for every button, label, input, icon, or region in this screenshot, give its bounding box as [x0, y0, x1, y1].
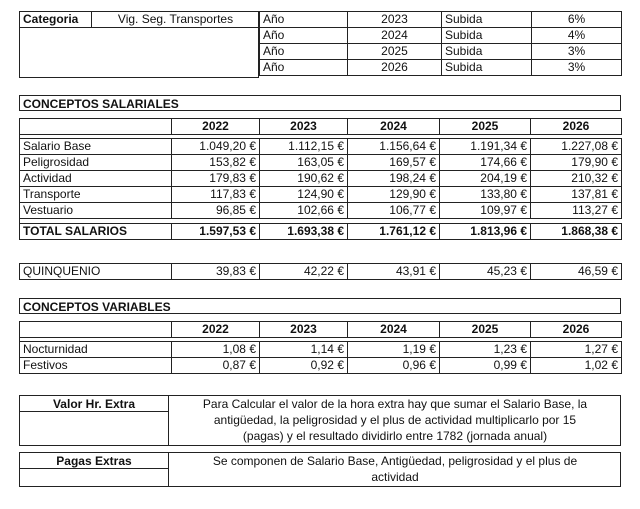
- cell-value: 117,83 €: [172, 187, 260, 203]
- extra-pay-line: actividad: [371, 470, 419, 484]
- extra-pay-text: [169, 453, 621, 485]
- cell-value: 124,90 €: [260, 187, 348, 203]
- cell-value: 1,14 €: [260, 342, 348, 358]
- cell-value: 1,27 €: [531, 342, 622, 358]
- table-row: [20, 187, 622, 203]
- raise-label: Subida: [442, 28, 532, 44]
- cell-value: 39,83 €: [172, 264, 260, 280]
- category-label: Categoria: [20, 12, 92, 28]
- cell-value: 0,92 €: [260, 358, 348, 374]
- raise-pct: 3%: [532, 44, 622, 60]
- salary-year-row: [20, 119, 622, 135]
- category-value: Vig. Seg. Transportes: [92, 12, 260, 28]
- raise-label: Subida: [442, 60, 532, 76]
- year-header: 2022: [172, 322, 260, 338]
- quinquenio-table: [19, 263, 622, 280]
- table-row: [20, 139, 622, 155]
- cell-value: 179,83 €: [172, 171, 260, 187]
- raise-label: Subida: [442, 12, 532, 28]
- total-value: 1.693,38 €: [260, 224, 348, 240]
- cell-value: 198,24 €: [348, 171, 440, 187]
- cell-value: 102,66 €: [260, 203, 348, 219]
- table-row: [20, 342, 622, 358]
- cell-value: 0,87 €: [172, 358, 260, 374]
- quinquenio-row: [20, 264, 622, 280]
- total-label: TOTAL SALARIOS: [20, 224, 172, 240]
- total-value: 1.813,96 €: [440, 224, 531, 240]
- year-header: 2023: [260, 322, 348, 338]
- raise-row: [260, 28, 622, 44]
- year-header: 2025: [440, 322, 531, 338]
- salary-section-title: CONCEPTOS SALARIALES: [19, 95, 621, 111]
- category-table: [19, 11, 260, 28]
- year-label: Año: [260, 12, 348, 28]
- cell-value: 169,57 €: [348, 155, 440, 171]
- raise-pct: 6%: [532, 12, 622, 28]
- cell-value: 137,81 €: [531, 187, 622, 203]
- table-row: [20, 358, 622, 374]
- cell-value: 42,22 €: [260, 264, 348, 280]
- cell-value: 153,82 €: [172, 155, 260, 171]
- year-header: 2026: [531, 322, 622, 338]
- empty-cell: [20, 322, 172, 338]
- cell-value: 109,97 €: [440, 203, 531, 219]
- cell-value: 1,02 €: [531, 358, 622, 374]
- raise-pct: 4%: [532, 28, 622, 44]
- table-row: [20, 203, 622, 219]
- cell-value: 179,90 €: [531, 155, 622, 171]
- year-header: 2025: [440, 119, 531, 135]
- total-value: 1.868,38 €: [531, 224, 622, 240]
- raise-row: [260, 60, 622, 76]
- cell-value: 1.049,20 €: [172, 139, 260, 155]
- cell-value: 1.191,34 €: [440, 139, 531, 155]
- raise-year: 2023: [348, 12, 442, 28]
- cell-value: 204,19 €: [440, 171, 531, 187]
- cell-value: 45,23 €: [440, 264, 531, 280]
- raise-year: 2025: [348, 44, 442, 60]
- row-label: Transporte: [20, 187, 172, 203]
- extra-hour-label: Valor Hr. Extra: [19, 395, 169, 412]
- extra-hour-text: [169, 396, 621, 444]
- year-header: 2022: [172, 119, 260, 135]
- cell-value: 1,19 €: [348, 342, 440, 358]
- cell-value: 1,08 €: [172, 342, 260, 358]
- raise-pct: 3%: [532, 60, 622, 76]
- extra-pay-label: Pagas Extras: [19, 452, 169, 469]
- year-label: Año: [260, 60, 348, 76]
- variables-table: [19, 321, 622, 374]
- extra-hour-line: (pagas) y el resultado dividirlo entre 1782 (jornada anual): [242, 429, 548, 443]
- cell-value: 1,23 €: [440, 342, 531, 358]
- row-label: Actividad: [20, 171, 172, 187]
- year-header: 2024: [348, 119, 440, 135]
- extra-pay-line: Se componen de Salario Base, Antigüedad, peligrosidad y el plus de: [212, 454, 578, 468]
- cell-value: 210,32 €: [531, 171, 622, 187]
- row-label: Nocturnidad: [20, 342, 172, 358]
- raise-year: 2024: [348, 28, 442, 44]
- cell-value: 174,66 €: [440, 155, 531, 171]
- cell-value: 129,90 €: [348, 187, 440, 203]
- total-value: 1.761,12 €: [348, 224, 440, 240]
- cell-value: 46,59 €: [531, 264, 622, 280]
- extra-hour-line: Para Calcular el valor de la hora extra hay que sumar el Salario Base, la: [202, 397, 588, 411]
- year-header: 2023: [260, 119, 348, 135]
- total-value: 1.597,53 €: [172, 224, 260, 240]
- raise-label: Subida: [442, 44, 532, 60]
- cell-value: 106,77 €: [348, 203, 440, 219]
- year-label: Año: [260, 28, 348, 44]
- cell-value: 133,80 €: [440, 187, 531, 203]
- variables-section-title: CONCEPTOS VARIABLES: [19, 298, 621, 314]
- cell-value: 163,05 €: [260, 155, 348, 171]
- row-label: Vestuario: [20, 203, 172, 219]
- empty-cell: [20, 119, 172, 135]
- raise-row: [260, 44, 622, 60]
- cell-value: 1.227,08 €: [531, 139, 622, 155]
- extra-hour-divider: [168, 395, 169, 446]
- extra-hour-line: antigüedad, la peligrosidad y el plus de actividad multiplicarlo por 15: [213, 413, 577, 427]
- raises-table: [259, 11, 622, 76]
- cell-value: 1.156,64 €: [348, 139, 440, 155]
- raise-row: [260, 12, 622, 28]
- row-label: Salario Base: [20, 139, 172, 155]
- cell-value: 113,27 €: [531, 203, 622, 219]
- table-row: [20, 155, 622, 171]
- table-row: [20, 171, 622, 187]
- cell-value: 43,91 €: [348, 264, 440, 280]
- year-label: Año: [260, 44, 348, 60]
- raise-year: 2026: [348, 60, 442, 76]
- year-header: 2026: [531, 119, 622, 135]
- cell-value: 1.112,15 €: [260, 139, 348, 155]
- variables-year-row: [20, 322, 622, 338]
- year-header: 2024: [348, 322, 440, 338]
- cell-value: 0,99 €: [440, 358, 531, 374]
- total-row: [20, 224, 622, 240]
- cell-value: 96,85 €: [172, 203, 260, 219]
- row-label: Peligrosidad: [20, 155, 172, 171]
- salary-table: [19, 118, 622, 240]
- cell-value: 190,62 €: [260, 171, 348, 187]
- cell-value: 0,96 €: [348, 358, 440, 374]
- quinquenio-label: QUINQUENIO: [20, 264, 172, 280]
- row-label: Festivos: [20, 358, 172, 374]
